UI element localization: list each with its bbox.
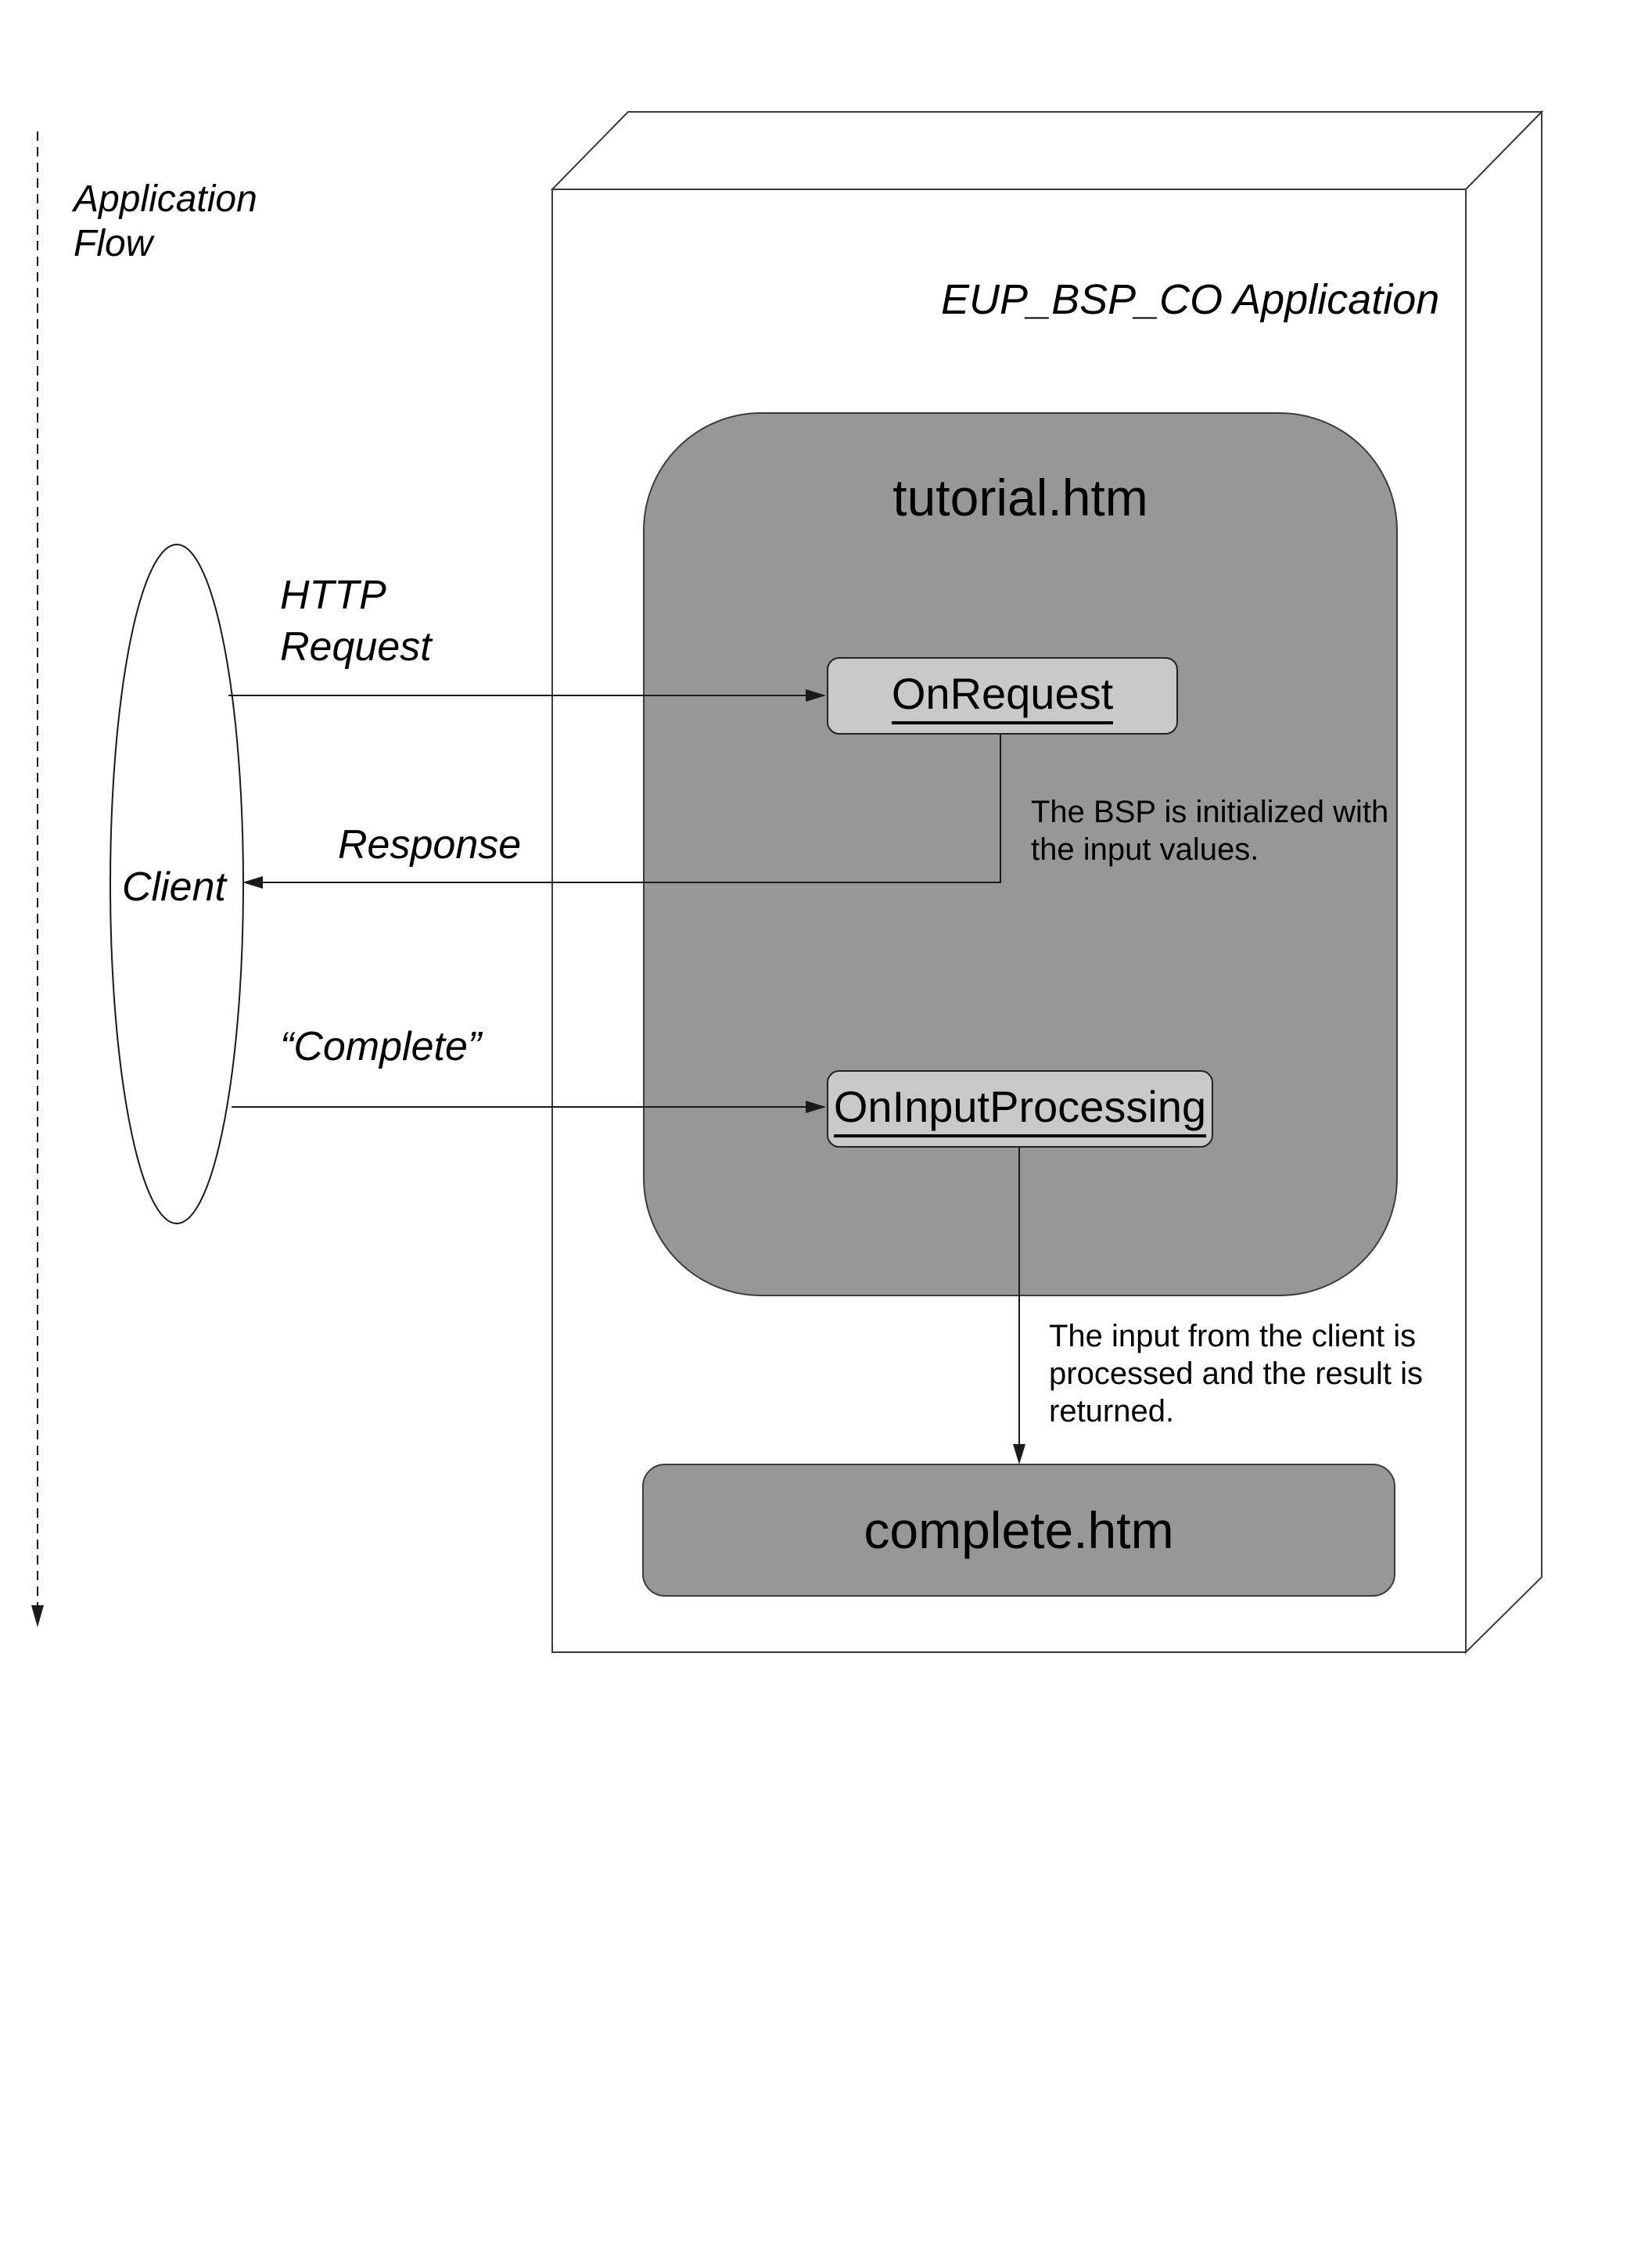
app-box-right-face xyxy=(1466,112,1542,1652)
bsp-init-line2: the input values. xyxy=(1031,832,1259,867)
application-flow-line1: Application xyxy=(74,178,257,220)
complete-arrow-label: “Complete” xyxy=(280,1024,482,1069)
oninputprocessing-label: OnInputProcessing xyxy=(834,1081,1206,1137)
response-arrowhead xyxy=(242,876,263,889)
flow-dashed-arrowhead xyxy=(31,1605,44,1627)
result-line3: returned. xyxy=(1049,1394,1175,1428)
bsp-init-line1: The BSP is initialized with xyxy=(1031,795,1389,829)
result-annotation xyxy=(1049,1317,1423,1430)
oninputprocessing-node xyxy=(827,1070,1213,1148)
application-flow-line2: Flow xyxy=(74,223,153,264)
response-label: Response xyxy=(338,822,522,868)
onrequest-node xyxy=(827,657,1178,735)
result-line2: processed and the result is xyxy=(1049,1356,1424,1391)
result-line1: The input from the client is xyxy=(1049,1319,1417,1353)
http-request-label-line1: HTTP xyxy=(280,573,386,618)
complete-panel-title-text: complete.htm xyxy=(864,1501,1174,1559)
http-request-label-line2: Request xyxy=(280,624,432,670)
http-request-label xyxy=(280,570,432,673)
onrequest-label: OnRequest xyxy=(892,668,1113,724)
app-box-top-face xyxy=(552,112,1542,189)
client-label: Client xyxy=(122,864,226,910)
bsp-init-annotation xyxy=(1031,793,1388,868)
tutorial-panel-title: tutorial.htm xyxy=(892,469,1148,526)
application-flow-label xyxy=(74,177,257,266)
app-box-title: EUP_BSP_CO Application xyxy=(941,276,1440,323)
complete-panel-title xyxy=(643,1464,1395,1596)
